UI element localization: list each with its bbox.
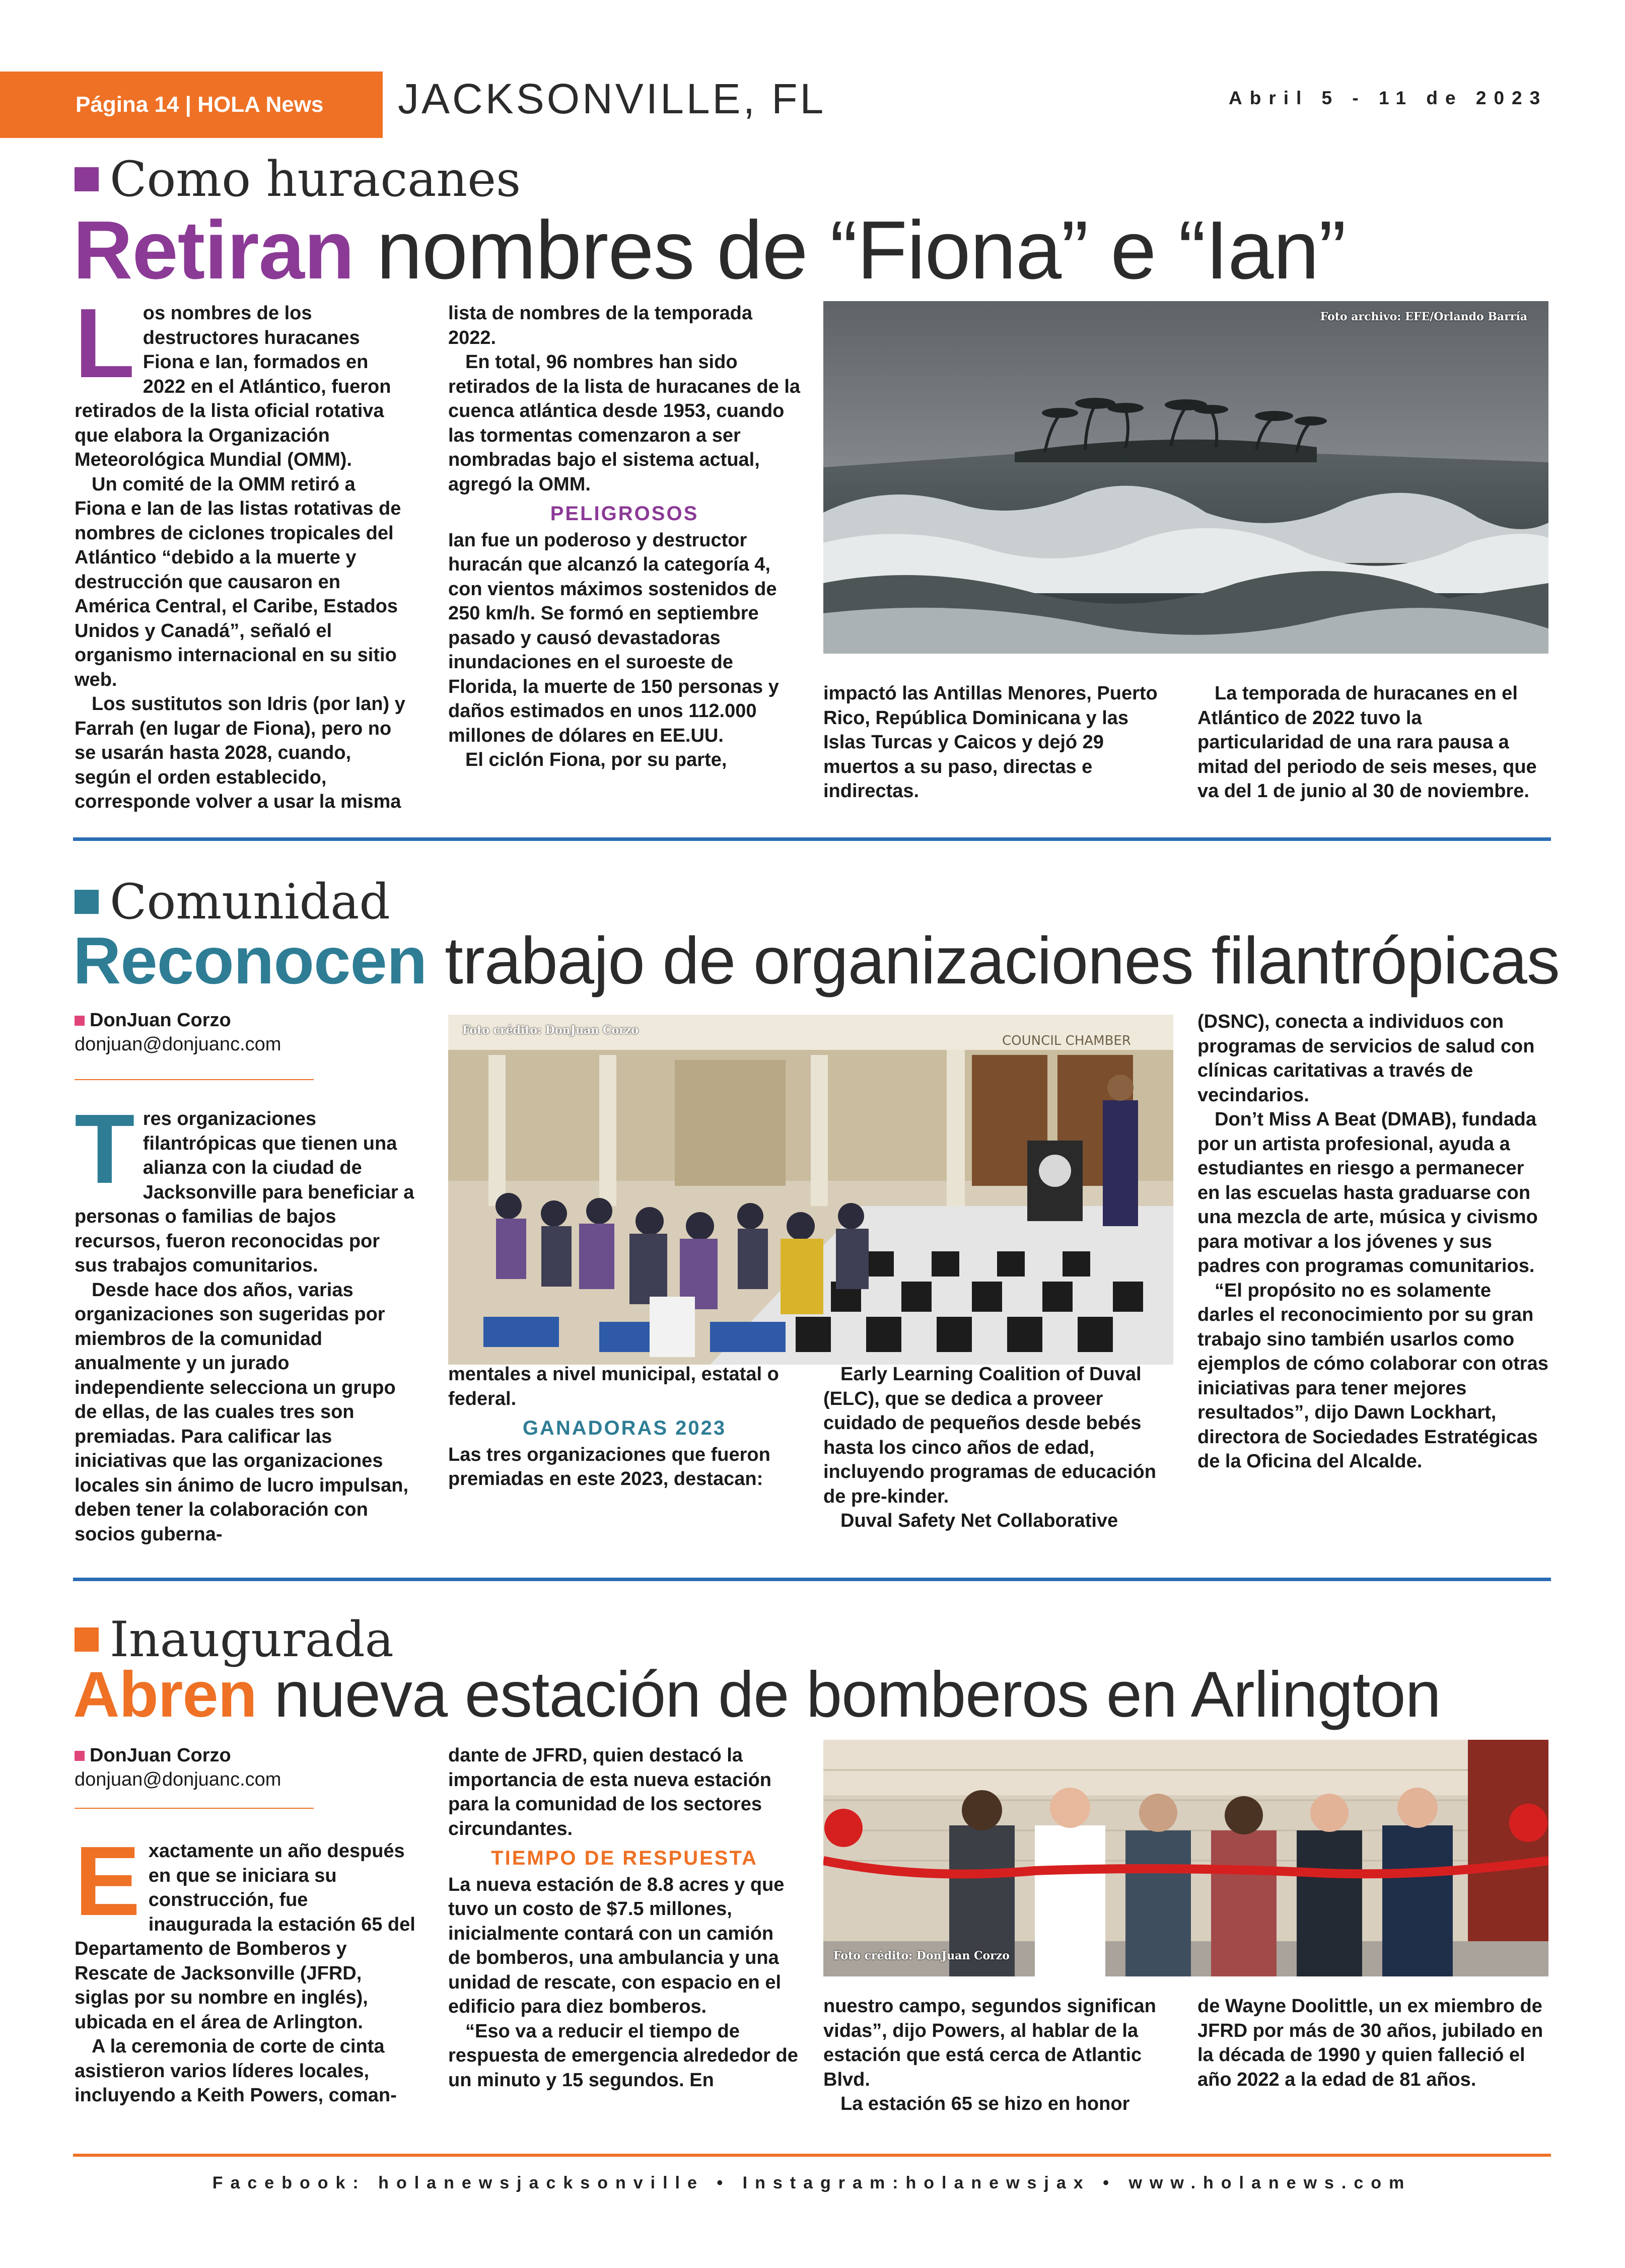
kicker-text: Inaugurada [110,1611,394,1668]
paragraph: mentales a nivel municipal, estatal o federal. [448,1364,779,1409]
section-divider [73,1578,1551,1581]
paragraph: res organizaciones filantrópicas que tienen una alianza con la ciudad de Jacksonville para beneficiar a personas o familias de bajos recursos, fueron reconocidas por sus trabajos comunitarios. [75,1108,414,1276]
paragraph: Ian fue un poderoso y destructor huracán que alcanzó la categoría 4, con vientos máximos sostenidos de 250 km/h. Se formó en septiembre pasado y causó devastadoras inundaciones en el suroeste de Florida, la muerte de 150 personas y daños estimados en unos 112.000 millones de dólares en EE.UU. [448,529,779,746]
paragraph: El ciclón Fiona, por su parte, [465,749,727,770]
hurricane-waves-photo [823,301,1548,654]
dropcap: E [75,1839,140,1936]
article3-column-3 [823,1994,1176,2141]
headline-rest: nueva estación de bomberos en Arlington [256,1659,1441,1731]
paragraph: Don’t Miss A Beat (DMAB), fundada por un artista profesional, ayuda a estudiantes en riesgo a permanecer en las escuelas hasta graduarse con una mezcla de arte, música y civismo para motivar a los jóvenes y sus padres con programas comunitarios. [1197,1109,1538,1277]
paragraph: (DSNC), conecta a individuos con programas de servicios de salud con clínicas caritativas a través de vecindarios. [1197,1011,1535,1106]
byline-underline [75,1079,314,1080]
paragraph: os nombres de los destructores huracanes Fiona e Ian, formados en 2022 en el Atlántico, fueron retirados de la lista oficial rotativa que elabora la Organización Meteorológica Mundial (OMM). [75,303,391,470]
article1-column-4 [1197,681,1550,812]
photo-credit: Foto archivo: EFE/Orlando Barría [1320,310,1527,323]
photo-credit: Foto crédito: DonJuan Corzo [833,1949,1010,1962]
kicker-square-icon [75,890,99,914]
article3-byline [75,1743,281,1792]
paragraph: xactamente un año después en que se iniciara su construcción, fue inaugurada la estación 65 del Departamento de Bomberos y Rescate de Jacksonville (JFRD, siglas por su nombre en inglés), ubicada en el área de Arlington. [75,1840,415,2033]
kicker-text: Como huracanes [110,151,521,207]
byline-name: DonJuan Corzo [90,1010,231,1031]
byline-name: DonJuan Corzo [90,1745,231,1766]
section-divider [73,837,1551,841]
article3-headline [73,1659,1441,1731]
article1-column-2 [448,301,801,812]
council-chamber-photo [448,1015,1173,1365]
article3-column-2 [448,1743,801,2141]
paragraph: Desde hace dos años, varias organizaciones son sugeridas por miembros de la comunidad anualmente y un jurado independiente selecciona un grupo de ellas, de las cuales tres son premiadas. Para calificar las iniciativas que las organizaciones locales sin ánimo de lucro impulsan, deben tener la colaboración con socios guberna- [75,1279,409,1545]
issue-date: Abril 5 - 11 de 2023 [1229,88,1548,108]
article1-column-1 [75,301,407,812]
article2-headline [73,924,1560,998]
kicker-square-icon [75,167,99,191]
council-chamber-sign: COUNCIL CHAMBER [1002,1033,1131,1048]
paragraph: dante de JFRD, quien destacó la importancia de esta nueva estación para la comunidad de los sectores circundantes. [448,1745,772,1839]
paragraph: Early Learning Coalition of Duval (ELC), que se dedica a proveer cuidado de pequeños desde bebés hasta los cinco años de edad, incluyendo programas de educación de pre-kinder. [823,1364,1156,1507]
byline-underline [75,1808,314,1809]
dropcap: L [75,301,135,398]
paragraph: La estación 65 se hizo en honor [840,2093,1130,2114]
paragraph: En total, 96 nombres han sido retirados de la lista de huracanes de la cuenca atlántica desde 1953, cuando las tormentas comenzaron a ser nombradas bajo el sistema actual, agregó la OMM. [448,351,801,495]
byline-email: donjuan@donjuanc.com [75,1769,281,1790]
article1-column-3 [823,681,1176,812]
footer-social-links: Facebook: holanewsjacksonville • Instagram:holanewsjax • www.holanews.com [212,2173,1412,2192]
dropcap: T [75,1107,135,1204]
paragraph: A la ceremonia de corte de cinta asistieron varios líderes locales, incluyendo a Keith Powers, coman- [75,2036,397,2106]
article2-column-4 [1197,1010,1550,1550]
page-label: Página 14 | HOLA News [76,92,324,117]
paragraph: “Eso va a reducir el tiempo de respuesta de emergencia alrededor de un minuto y 15 segundos. En [448,2020,798,2091]
paragraph: Un comité de la OMM retiró a Fiona e Ian de las listas rotativas de nombres de ciclones tropicales del Atlántico “debido a la muerte y destrucción que causaron en América Central, el Caribe, Estados Unidos y Canadá”, señaló el organismo internacional en su sitio web. [75,473,401,690]
paragraph: La nueva estación de 8.8 acres y que tuvo un costo de $7.5 millones, inicialmente contará con un camión de bomberos, una ambulancia y una unidad de rescate, con espacio en el edificio para diez bomberos. [448,1874,785,2017]
article2-byline [75,1008,281,1056]
subhead: GANADORAS 2023 [522,1417,727,1439]
headline-highlight: Retiran [73,204,355,296]
article1-kicker [75,151,521,207]
headline-rest: trabajo de organizaciones filantrópicas [427,924,1560,998]
article2-column-1 [75,1107,416,1550]
kicker-square-icon [75,1627,99,1652]
article3-column-4 [1197,1994,1550,2141]
article2-kicker [75,874,390,930]
footer-rule [73,2154,1551,2157]
edition-city: JACKSONVILLE, FL [398,75,826,122]
paragraph: Los sustitutos son Idris (por Ian) y Farrah (en lugar de Fiona), pero no se usarán hasta 2028, cuando, según el orden establecido, corresponde volver a usar la misma [75,693,405,812]
paragraph: La temporada de huracanes en el Atlántico de 2022 tuvo la particularidad de una rara pausa a mitad del periodo de seis meses, que va del 1 de junio al 30 de noviembre. [1197,683,1537,802]
kicker-text: Comunidad [110,874,390,930]
article3-column-1 [75,1839,416,2141]
paragraph: lista de nombres de la temporada 2022. [448,303,752,348]
paragraph: de Wayne Doolittle, un ex miembro de JFRD por más de 30 años, jubilado en la década de 1990 y quien falleció el año 2022 a la edad de 81 años. [1197,1996,1543,2090]
paragraph: nuestro campo, segundos significan vidas”, dijo Powers, al hablar de la estación que está cerca de Atlantic Blvd. [823,1996,1156,2090]
byline-square-icon [75,1751,85,1761]
paragraph: impactó las Antillas Menores, Puerto Rico, República Dominicana y las Islas Turcas y Caicos y dejó 29 muertos a su paso, directas e indirectas. [823,683,1158,802]
headline-rest: nombres de “Fiona” e “Ian” [354,204,1346,296]
paragraph: Las tres organizaciones que fueron premiadas en este 2023, destacan: [448,1444,770,1490]
paragraph: Duval Safety Net Collaborative [840,1510,1118,1531]
photo-credit: Foto crédito: DonJuan Corzo [462,1024,639,1037]
byline-email: donjuan@donjuanc.com [75,1034,281,1055]
article2-column-2 [448,1362,801,1550]
headline-highlight: Abren [73,1659,257,1731]
page-number-tab [0,72,383,138]
headline-highlight: Reconocen [73,924,427,998]
subhead: TIEMPO DE RESPUESTA [491,1847,758,1869]
ribbon-cutting-photo [823,1740,1548,1976]
subhead: PELIGROSOS [550,503,699,525]
paragraph: “El propósito no es solamente darles el reconocimiento por su gran trabajo sino también usarlos como ejemplos de cómo colaborar con otras iniciativas para tener mejores resultados”, dijo Dawn Lockhart, directora de Sociedades Estratégicas de la Oficina del Alcalde. [1197,1280,1548,1472]
byline-square-icon [75,1016,85,1026]
article2-column-3 [823,1362,1176,1550]
article1-headline [73,204,1346,296]
